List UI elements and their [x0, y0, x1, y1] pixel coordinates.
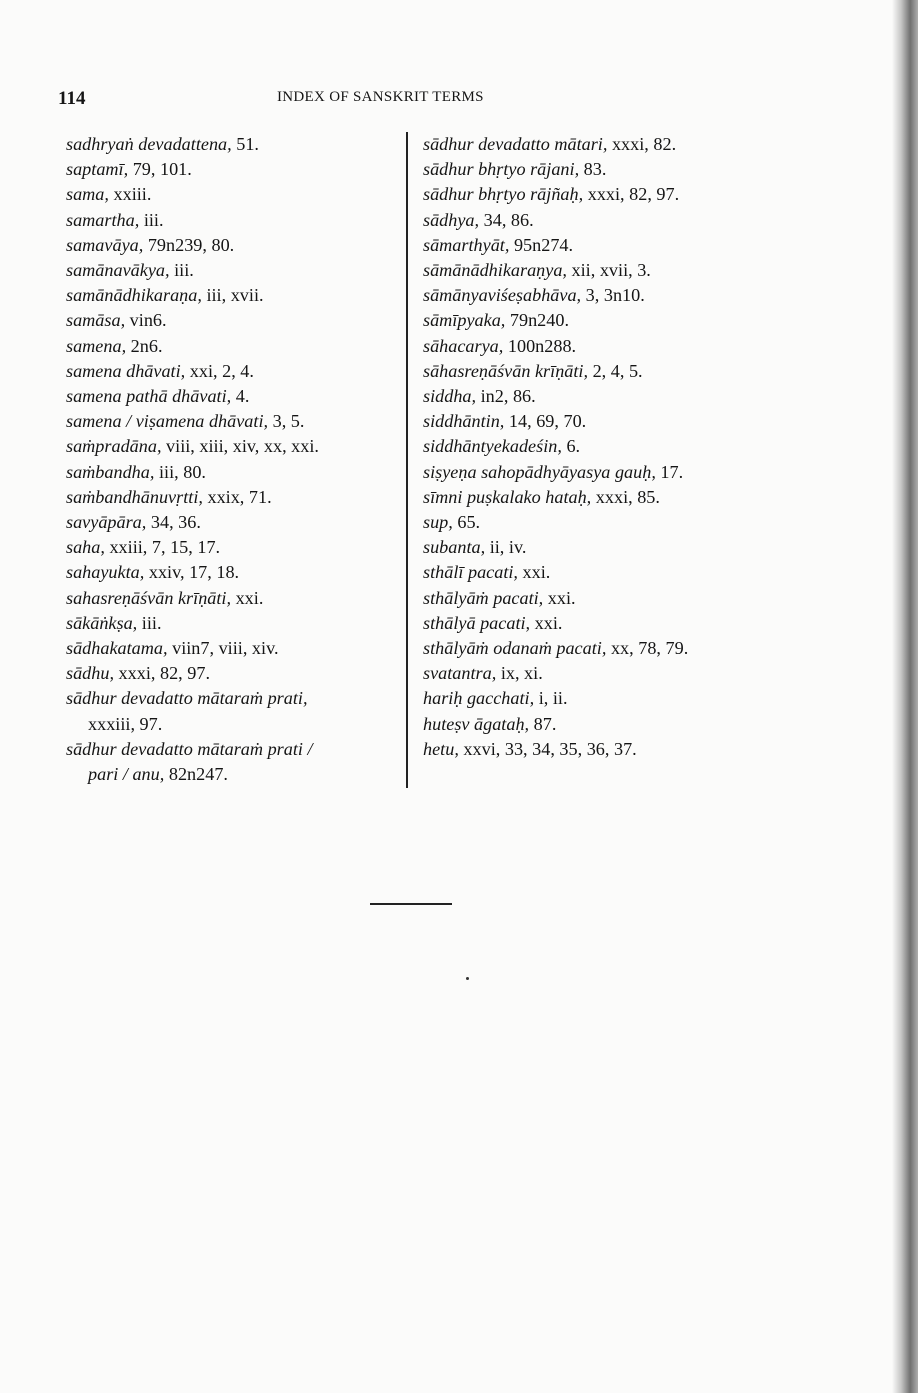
index-refs: xxi.: [231, 587, 264, 608]
index-term: saṁbandha,: [66, 461, 155, 482]
index-term: sthālī pacati,: [423, 562, 518, 583]
index-entry: [423, 334, 783, 359]
index-term: hariḥ gacchati,: [423, 688, 535, 709]
index-entry: [423, 359, 783, 384]
index-refs: xxi.: [543, 587, 576, 608]
index-refs: 3, 5.: [268, 411, 305, 432]
index-refs: 82n247.: [164, 764, 228, 785]
index-refs: xii, xvii, 3.: [566, 260, 651, 281]
index-entry: [66, 586, 396, 611]
index-entry: [423, 434, 783, 459]
column-divider: [406, 132, 408, 788]
index-refs: xxxi, 82, 97.: [583, 184, 680, 205]
index-term: sama,: [66, 184, 109, 205]
index-term: samena / viṣamena dhāvati,: [66, 411, 269, 432]
index-refs: xxi.: [530, 612, 563, 633]
index-term: saha,: [66, 537, 105, 558]
index-term: sādhur devadatto mātari,: [423, 134, 608, 154]
index-entry: [423, 233, 783, 258]
index-entry: [66, 208, 396, 233]
index-term: sthālyāṁ odanaṁ pacati,: [423, 638, 607, 659]
index-term: sādhakatama,: [66, 638, 168, 659]
index-entry: [423, 283, 783, 308]
index-entry: [66, 283, 396, 308]
index-term: sādhur devadatto mātaraṁ prati,: [66, 688, 308, 709]
index-term: siddhāntyekadeśin,: [423, 436, 562, 457]
index-entry: [66, 359, 396, 384]
index-entry: [66, 258, 396, 283]
index-entry: [423, 636, 783, 661]
index-term: samānavākya,: [66, 260, 170, 281]
index-term: sāmīpyaka,: [423, 310, 506, 331]
index-entry: [423, 258, 783, 283]
index-entry: [66, 460, 396, 485]
index-term: sīmni puṣkalako hataḥ,: [423, 486, 592, 507]
index-term: samena pathā dhāvati,: [66, 386, 232, 407]
index-term: sadhryaṅ devadattena,: [66, 134, 232, 154]
index-entry: [423, 535, 783, 560]
index-term: saptamī,: [66, 159, 129, 180]
index-term: sādhya,: [423, 209, 480, 230]
index-entry: [423, 308, 783, 333]
index-entry: [66, 334, 396, 359]
index-term: sāhacarya,: [423, 335, 504, 356]
index-refs: 79, 101.: [128, 159, 192, 180]
index-entry: [66, 485, 396, 510]
index-term: svatantra,: [423, 663, 497, 684]
index-refs: 87.: [529, 713, 557, 734]
page-number: 114: [58, 88, 86, 109]
index-entry: [66, 762, 396, 787]
index-refs: iii.: [139, 209, 164, 230]
index-refs: i, ii.: [534, 688, 568, 709]
index-refs: xxiii, 7, 15, 17.: [104, 537, 221, 558]
index-term: sahayukta,: [66, 562, 145, 583]
index-entry: [66, 233, 396, 258]
index-term: sādhur bhṛtyo rājani,: [423, 159, 580, 180]
index-term: sthālyāṁ pacati,: [423, 587, 544, 608]
index-refs: xxvi, 33, 34, 35, 36, 37.: [458, 738, 637, 759]
index-entry: [423, 661, 783, 686]
index-term: siddhāntin,: [423, 411, 505, 432]
index-entry: [423, 182, 783, 207]
index-entry: [423, 460, 783, 485]
index-column-right: [423, 132, 783, 762]
index-term: sāmānādhikaraṇya,: [423, 260, 567, 281]
index-term: sākāṅkṣa,: [66, 612, 138, 633]
index-refs: xxi, 2, 4.: [185, 360, 254, 381]
index-entry: [423, 686, 783, 711]
index-refs: vin6.: [125, 310, 167, 331]
index-entry: [423, 208, 783, 233]
index-refs: viin7, viii, xiv.: [167, 638, 279, 659]
index-refs: xxxi, 82.: [607, 134, 677, 154]
index-refs: iii, xvii.: [201, 285, 264, 306]
index-term: samānādhikaraṇa,: [66, 285, 202, 306]
paper-speck: [466, 977, 469, 980]
index-refs: 95n274.: [509, 234, 574, 255]
index-entry: [66, 560, 396, 585]
index-term: saṁpradāna,: [66, 436, 162, 457]
index-term: samāsa,: [66, 310, 126, 331]
index-term: sādhu,: [66, 663, 114, 684]
index-entry: [66, 409, 396, 434]
index-entry: [423, 611, 783, 636]
index-term: siṣyeṇa sahopādhyāyasya gauḥ,: [423, 461, 656, 482]
index-refs: iii, 80.: [154, 461, 206, 482]
index-term: sāmarthyāt,: [423, 234, 510, 255]
index-term: saṁbandhānuvṛtti,: [66, 486, 203, 507]
index-term: sāmānyaviśeṣabhāva,: [423, 285, 582, 306]
index-entry: [66, 535, 396, 560]
index-refs: 2n6.: [126, 335, 163, 356]
end-rule: [370, 903, 452, 905]
index-refs: 51.: [231, 134, 259, 154]
index-term: samena dhāvati,: [66, 360, 186, 381]
index-refs: 34, 86.: [479, 209, 534, 230]
index-refs: 2, 4, 5.: [588, 360, 643, 381]
index-refs: ii, iv.: [485, 537, 527, 558]
index-term: samavāya,: [66, 234, 144, 255]
index-refs: xxiv, 17, 18.: [144, 562, 240, 583]
index-refs: xxiii.: [108, 184, 152, 205]
index-term: samena,: [66, 335, 127, 356]
index-entry: [423, 132, 783, 157]
index-term: sup,: [423, 512, 453, 533]
index-term: sādhur bhṛtyo rājñaḥ,: [423, 184, 584, 205]
page-edge-shadow: [892, 0, 918, 1393]
index-refs: iii.: [169, 260, 194, 281]
index-refs: iii.: [137, 612, 162, 633]
index-refs: 100n288.: [503, 335, 577, 356]
index-column-left: [66, 132, 396, 787]
index-entry: [66, 737, 396, 762]
index-term: huteṣv āgataḥ,: [423, 713, 530, 734]
index-term: sādhur devadatto mātaraṁ prati /: [66, 738, 313, 759]
index-entry: [66, 611, 396, 636]
index-term: savyāpāra,: [66, 512, 147, 533]
index-term: subanta,: [423, 537, 486, 558]
index-refs: ix, xi.: [496, 663, 543, 684]
index-term: sāhasreṇāśvān krīṇāti,: [423, 360, 589, 381]
index-term: pari / anu,: [88, 764, 165, 785]
index-entry: [423, 409, 783, 434]
index-refs: 14, 69, 70.: [504, 411, 587, 432]
index-term: sthālyā pacati,: [423, 612, 531, 633]
index-entry: [423, 560, 783, 585]
index-refs: 4.: [231, 386, 250, 407]
index-entry: [423, 384, 783, 409]
index-refs: xx, 78, 79.: [606, 638, 689, 659]
index-refs: viii, xiii, xiv, xx, xxi.: [161, 436, 319, 457]
index-entry: [423, 712, 783, 737]
index-refs: xxxi, 85.: [591, 486, 660, 507]
index-entry: [423, 586, 783, 611]
index-entry: [66, 384, 396, 409]
index-entry: [66, 308, 396, 333]
index-refs: 3, 3n10.: [581, 285, 645, 306]
index-refs: 65.: [452, 512, 481, 533]
index-entry: [66, 182, 396, 207]
index-term: siddha,: [423, 386, 477, 407]
index-entry: [66, 434, 396, 459]
index-refs: 34, 36.: [146, 512, 201, 533]
index-term: samartha,: [66, 209, 140, 230]
index-refs: 6.: [561, 436, 581, 457]
index-refs: 79n239, 80.: [143, 234, 235, 255]
index-refs: xxi.: [517, 562, 551, 583]
running-title: INDEX OF SANSKRIT TERMS: [277, 89, 484, 105]
index-entry: [66, 661, 396, 686]
index-refs: in2, 86.: [476, 386, 536, 407]
index-entry: [66, 132, 396, 157]
index-entry: [66, 510, 396, 535]
index-entry: [66, 686, 396, 711]
index-entry: [423, 485, 783, 510]
index-refs: 83.: [579, 159, 607, 180]
index-refs: xxxi, 82, 97.: [114, 663, 210, 684]
index-entry: [66, 712, 396, 737]
index-entry: [66, 636, 396, 661]
index-refs: 17.: [655, 461, 684, 482]
index-entry: [423, 737, 783, 762]
index-term: sahasreṇāśvān krīṇāti,: [66, 587, 232, 608]
index-refs: xxxiii, 97.: [88, 713, 163, 734]
index-entry: [423, 157, 783, 182]
index-refs: 79n240.: [505, 310, 569, 331]
index-term: hetu,: [423, 738, 459, 759]
index-refs: xxix, 71.: [202, 486, 272, 507]
index-entry: [423, 510, 783, 535]
index-entry: [66, 157, 396, 182]
